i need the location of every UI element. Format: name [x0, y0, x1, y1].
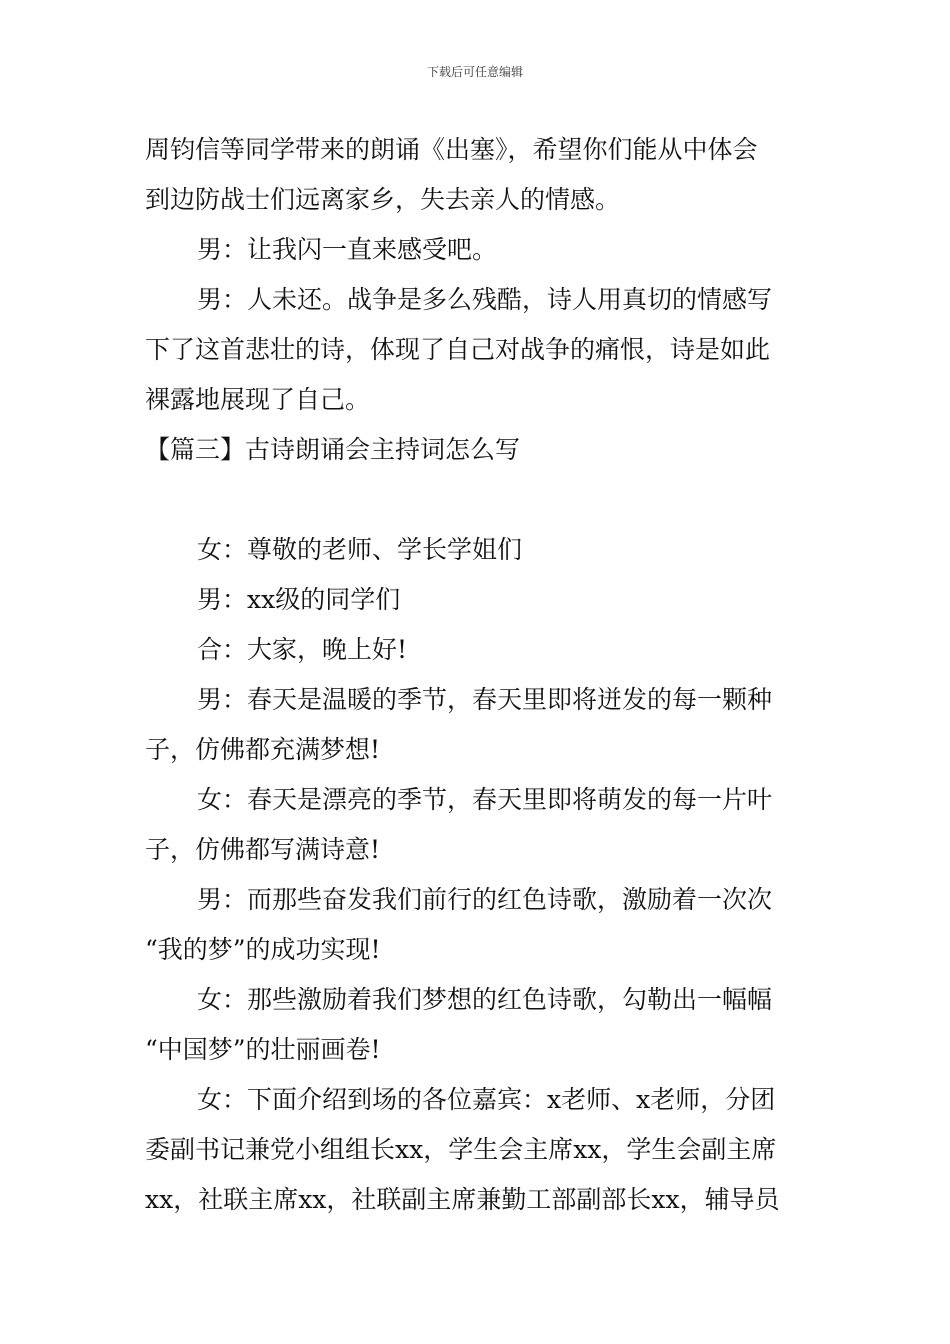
- document-body: [145, 125, 810, 1225]
- page-header: 下载后可任意编辑: [426, 65, 523, 79]
- paragraph-line: 到边防战士们远离家乡，失去亲人的情感。: [145, 185, 621, 214]
- paragraph-line: 合：大家，晚上好!: [197, 635, 408, 664]
- paragraph-line: 女：下面介绍到场的各位嘉宾：x老师、x老师，分团: [197, 1085, 776, 1114]
- paragraph-line: 裸露地展现了自己。: [145, 385, 371, 414]
- paragraph-line: 下了这首悲壮的诗，体现了自己对战争的痛恨，诗是如此: [145, 335, 771, 364]
- paragraph-line: “中国梦”的壮丽画卷!: [145, 1035, 381, 1064]
- paragraph-line: xx，社联主席xx，社联副主席兼勤工部副部长xx，辅导员: [145, 1185, 780, 1214]
- paragraph-line: 男：春天是温暖的季节，春天里即将迸发的每一颗种: [197, 685, 773, 714]
- paragraph-line: “我的梦”的成功实现!: [145, 935, 381, 964]
- paragraph-line: 男：xx级的同学们: [197, 585, 401, 614]
- paragraph-line: 男：让我闪一直来感受吧。: [197, 235, 498, 264]
- paragraph-line: 周钧信等同学带来的朗诵《出塞》，希望你们能从中体会: [145, 135, 758, 164]
- paragraph-line: 女：那些激励着我们梦想的红色诗歌，勾勒出一幅幅: [197, 985, 773, 1014]
- paragraph-line: 委副书记兼党小组组长xx，学生会主席xx，学生会副主席: [145, 1135, 777, 1164]
- section-heading: 【篇三】古诗朗诵会主持词怎么写: [145, 435, 521, 464]
- paragraph-line: 男：人未还。战争是多么残酷，诗人用真切的情感写: [197, 285, 773, 314]
- blank-line: [145, 475, 810, 525]
- paragraph-line: 男：而那些奋发我们前行的红色诗歌，激励着一次次: [197, 885, 773, 914]
- paragraph-line: 女：春天是漂亮的季节，春天里即将萌发的每一片叶: [197, 785, 773, 814]
- paragraph-line: 子，仿佛都充满梦想!: [145, 735, 381, 764]
- paragraph-line: 子，仿佛都写满诗意!: [145, 835, 381, 864]
- paragraph-line: 女：尊敬的老师、学长学姐们: [197, 535, 523, 564]
